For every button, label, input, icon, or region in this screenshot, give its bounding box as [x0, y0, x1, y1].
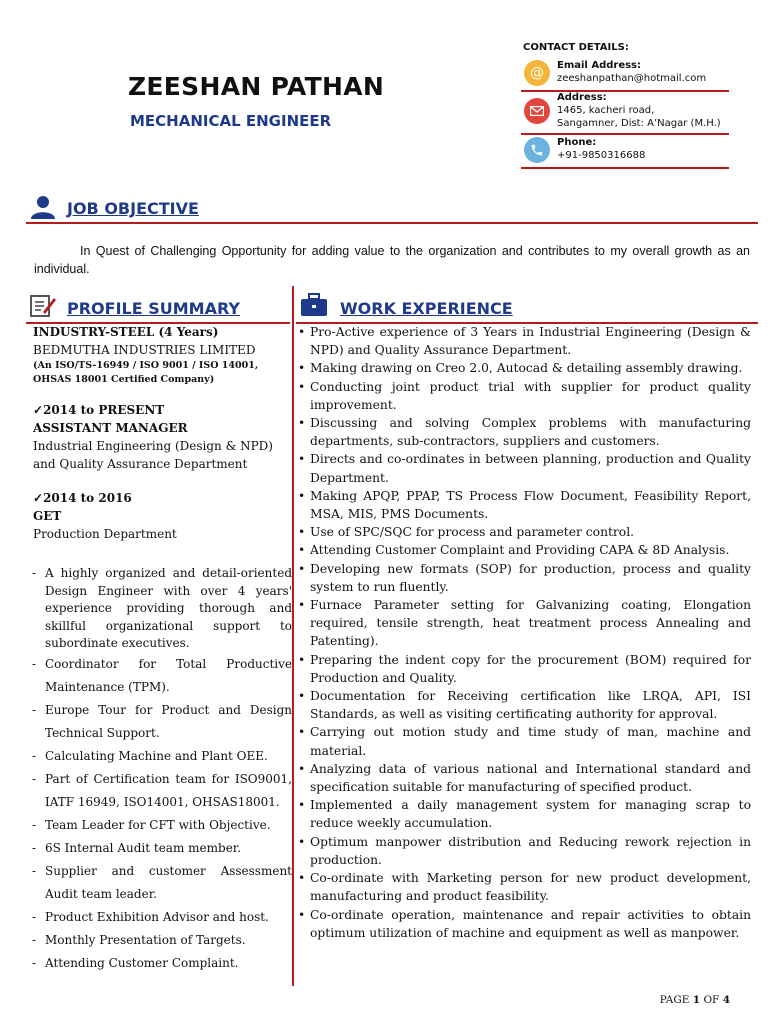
role1-title: ASSISTANT MANAGER: [33, 421, 188, 435]
list-item: • Making APQP, PPAP, TS Process Flow Document, Feasibility Report, MSA, MIS, PMS Documents.: [298, 487, 751, 523]
list-item: - 6S Internal Audit team member.: [30, 837, 292, 860]
cert-line-1: (An ISO/TS-16949 / ISO 9001 / ISO 14001,: [33, 360, 259, 371]
job-objective-heading: JOB OBJECTIVE: [67, 199, 199, 218]
list-item: • Furnace Parameter setting for Galvanizing coating, Elongation required, tensile strength, heat treatment process Annealing and Patenting).: [298, 596, 751, 651]
profile-list: [30, 565, 292, 975]
contact-email-row: [521, 56, 729, 92]
list-item: • Co-ordinate operation, maintenance and repair activities to obtain optimum utilization of machine and equipment as well as manpower.: [298, 906, 751, 942]
list-item: • Preparing the indent copy for the procurement (BOM) required for Production and Quality.: [298, 651, 751, 687]
list-item: • Analyzing data of various national and International standard and specification suitable for manufacturing of specified product.: [298, 760, 751, 796]
profile-summary-heading: PROFILE SUMMARY: [67, 299, 240, 318]
address-line-2: Sangamner, Dist: A’Nagar (M.H.): [557, 118, 721, 129]
profile-details: [33, 323, 291, 543]
role1-dept-2: and Quality Assurance Department: [33, 457, 248, 471]
list-item: - Attending Customer Complaint.: [30, 952, 292, 975]
list-item: • Making drawing on Creo 2.0, Autocad & detailing assembly drawing.: [298, 359, 751, 377]
list-item: - Supplier and customer Assessment Audit team leader.: [30, 860, 292, 906]
list-item: - Monthly Presentation of Targets.: [30, 929, 292, 952]
briefcase-icon: [300, 293, 328, 321]
list-item: - Team Leader for CFT with Objective.: [30, 814, 292, 837]
list-item: • Attending Customer Complaint and Providing CAPA & 8D Analysis.: [298, 541, 751, 559]
page-number: PAGE 1 OF 4: [659, 994, 730, 1006]
person-icon: [30, 195, 56, 223]
list-item: - Part of Certification team for ISO9001, IATF 16949, ISO14001, OHSAS18001.: [30, 768, 292, 814]
objective-text: In Quest of Challenging Opportunity for adding value to the organization and contributes to my overall growth as an individual.: [34, 244, 750, 276]
industry-line: INDUSTRY-STEEL (4 Years): [33, 325, 219, 339]
divider: [26, 222, 758, 224]
list-item: • Discussing and solving Complex problems with manufacturing departments, sub-contractors, suppliers and customers.: [298, 414, 751, 450]
list-item: - Calculating Machine and Plant OEE.: [30, 745, 292, 768]
list-item: • Directs and co-ordinates in between planning, production and Quality Department.: [298, 450, 751, 486]
list-item: - Coordinator for Total Productive Maintenance (TPM).: [30, 653, 292, 699]
role1-dept-1: Industrial Engineering (Design & NPD): [33, 439, 273, 453]
work-list: [298, 323, 751, 942]
address-line-1: 1465, kacheri road,: [557, 105, 655, 116]
list-item: • Carrying out motion study and time study of man, machine and material.: [298, 723, 751, 759]
email-value[interactable]: zeeshanpathan@hotmail.com: [557, 73, 707, 84]
role2-dept: Production Department: [33, 527, 177, 541]
column-divider: [292, 286, 294, 986]
envelope-icon: [524, 98, 550, 124]
list-item: • Optimum manpower distribution and Reducing rework rejection in production.: [298, 833, 751, 869]
notepad-icon: [29, 292, 57, 322]
phone-icon: [524, 137, 550, 163]
list-item: • Co-ordinate with Marketing person for new product development, manufacturing and product feasibility.: [298, 869, 751, 905]
list-item: - A highly organized and detail-oriented Design Engineer with over 4 years' experience providing thorough and skillful organizational support to subordinate executives.: [30, 565, 292, 653]
address-label: Address:: [557, 92, 607, 103]
list-item: • Use of SPC/SQC for process and parameter control.: [298, 523, 751, 541]
phone-label: Phone:: [557, 137, 597, 148]
list-item: • Developing new formats (SOP) for production, process and quality system to run fluently.: [298, 560, 751, 596]
cert-line-2: OHSAS 18001 Certified Company): [33, 374, 215, 385]
role2-period: ✓2014 to 2016: [33, 491, 132, 505]
role2-title: GET: [33, 509, 62, 523]
contact-heading: CONTACT DETAILS:: [523, 42, 629, 53]
role1-period: ✓2014 to PRESENT: [33, 403, 165, 417]
list-item: • Documentation for Receiving certification like LRQA, API, ISI Standards, as well as visiting certificating authority for approval.: [298, 687, 751, 723]
at-icon: @: [524, 60, 550, 86]
list-item: • Conducting joint product trial with supplier for product quality improvement.: [298, 378, 751, 414]
check-icon: ✓: [33, 491, 44, 505]
check-icon: ✓: [33, 403, 44, 417]
list-item: • Implemented a daily management system for managing scrap to reduce weekly accumulation.: [298, 796, 751, 832]
company-name: BEDMUTHA INDUSTRIES LIMITED: [33, 343, 256, 357]
contact-phone-row: [521, 133, 729, 169]
list-item: • Pro-Active experience of 3 Years in Industrial Engineering (Design & NPD) and Quality Assurance Department.: [298, 323, 751, 359]
phone-value[interactable]: +91-9850316688: [557, 150, 646, 161]
candidate-title: MECHANICAL ENGINEER: [130, 112, 332, 130]
contact-address-row: [521, 90, 729, 135]
list-item: - Product Exhibition Advisor and host.: [30, 906, 292, 929]
work-experience-heading: WORK EXPERIENCE: [340, 299, 513, 318]
list-item: - Europe Tour for Product and Design Technical Support.: [30, 699, 292, 745]
candidate-name: ZEESHAN PATHAN: [128, 72, 385, 101]
email-label: Email Address:: [557, 60, 642, 71]
